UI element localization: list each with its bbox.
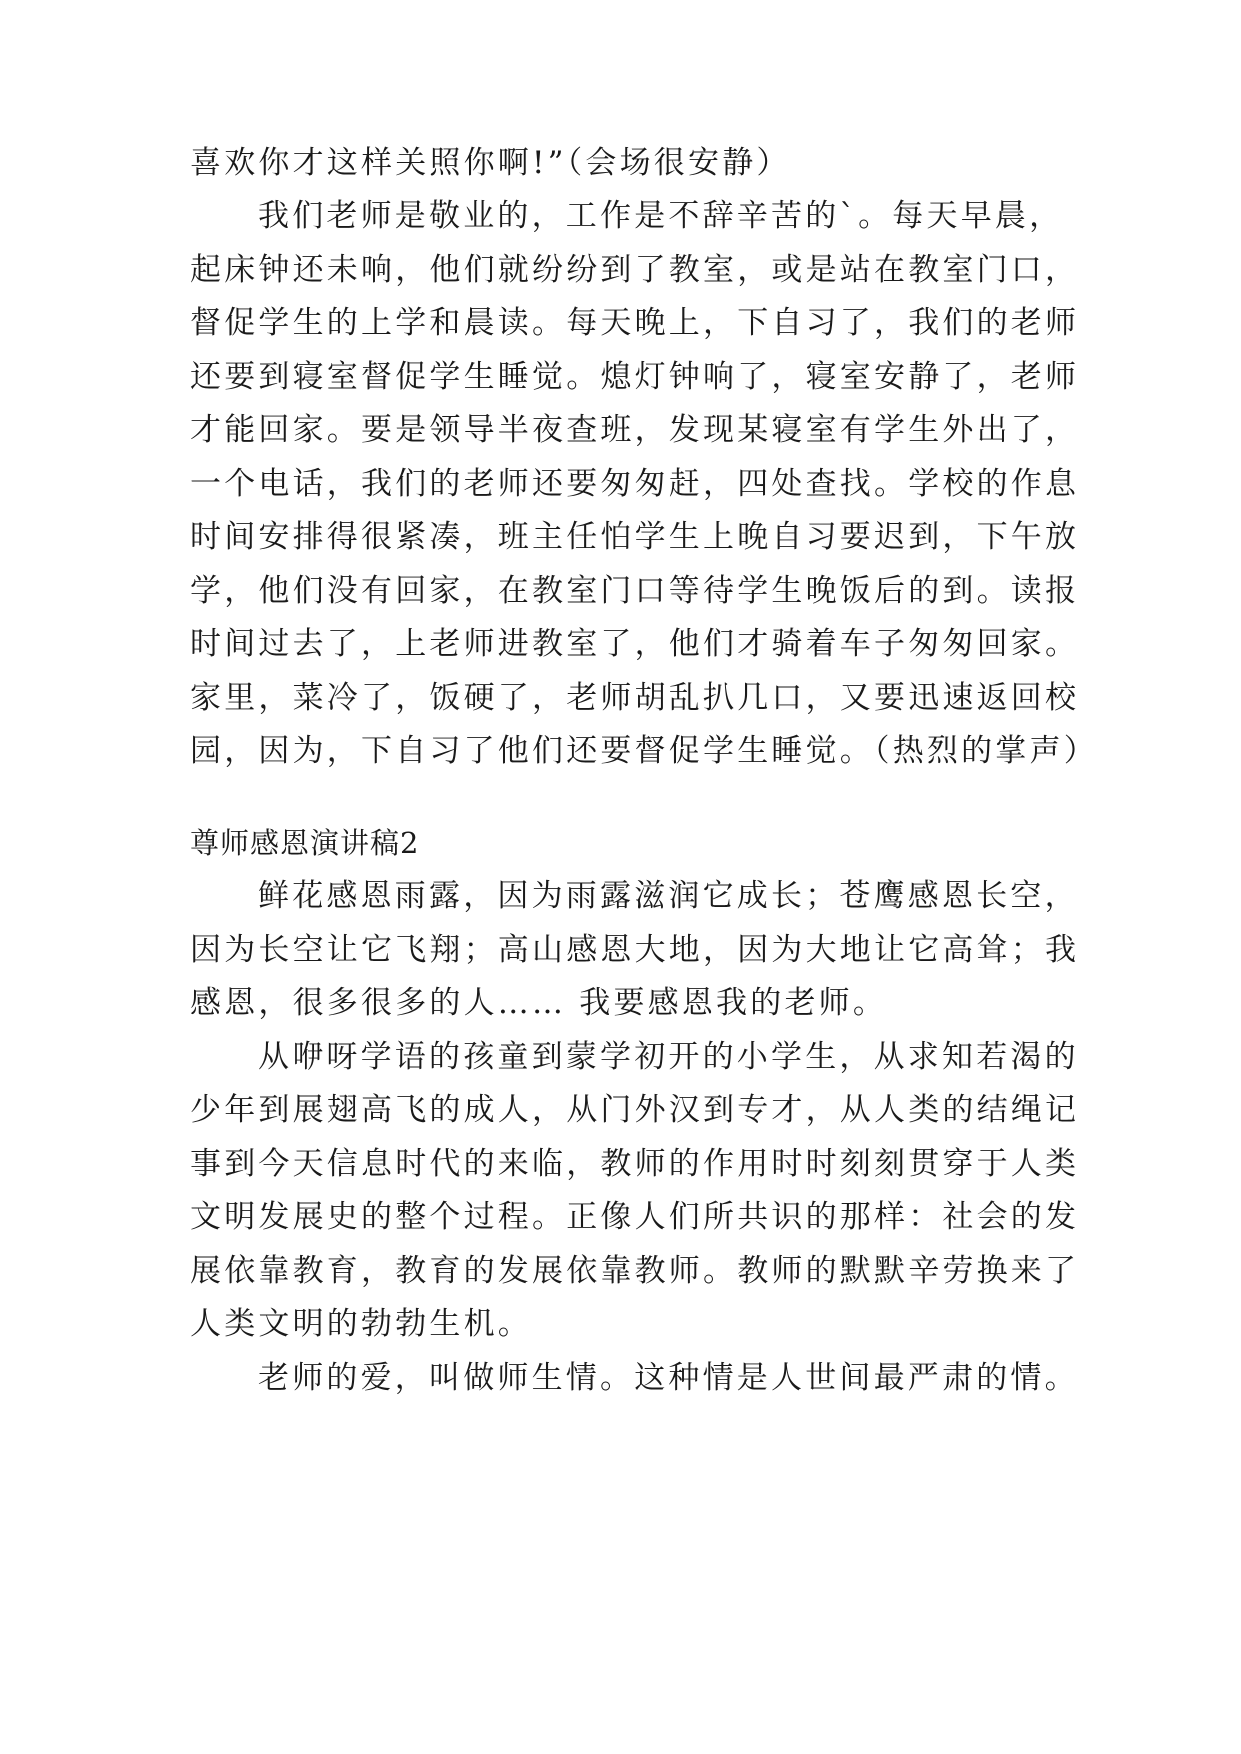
text-line: 感恩，很多很多的人…… 我要感恩我的老师。 [190,985,888,1021]
text-line: 园，因为，下自习了他们还要督促学生睡觉。（热烈的掌声） [190,733,1098,769]
text-line: 老师的爱，叫做师生情。这种情是人世间最严肃的情。 [258,1360,1079,1396]
text-line: 还要到寝室督促学生睡觉。熄灯钟响了，寝室安静了，老师 [190,359,1080,395]
text-line: 少年到展翅高飞的成人，从门外汉到专才，从人类的结绳记 [190,1092,1080,1128]
text-line: 一个电话，我们的老师还要匆匆赶，四处查找。学校的作息 [190,466,1080,502]
text-line: 从咿呀学语的孩童到蒙学初开的小学生，从求知若渴的 [258,1039,1079,1075]
text-line: 我们老师是敬业的，工作是不辞辛苦的`。每天早晨， [258,198,1064,234]
text-line: 学，他们没有回家，在教室门口等待学生晚饭后的到。读报 [190,573,1080,609]
text-line: 文明发展史的整个过程。正像人们所共识的那样：社会的发 [190,1199,1080,1235]
text-line: 喜欢你才这样关照你啊!”（会场很安静） [190,145,791,181]
text-line: 督促学生的上学和晨读。每天晚上，下自习了，我们的老师 [190,305,1080,341]
text-line: 展依靠教育，教育的发展依靠教师。教师的默默辛劳换来了 [190,1253,1080,1289]
section-heading: 尊师感恩演讲稿2 [190,826,420,860]
text-line: 时间安排得很紧凑，班主任怕学生上晚自习要迟到，下午放 [190,519,1080,555]
text-line: 因为长空让它飞翔；高山感恩大地，因为大地让它高耸；我 [190,932,1080,968]
text-line: 人类文明的勃勃生机。 [190,1306,532,1342]
text-line: 事到今天信息时代的来临，教师的作用时时刻刻贯穿于人类 [190,1146,1080,1182]
text-line: 才能回家。要是领导半夜查班，发现某寝室有学生外出了， [190,412,1080,448]
text-line: 起床钟还未响，他们就纷纷到了教室，或是站在教室门口， [190,252,1080,288]
text-line: 家里，菜冷了，饭硬了，老师胡乱扒几口，又要迅速返回校 [190,680,1080,716]
text-line: 鲜花感恩雨露，因为雨露滋润它成长；苍鹰感恩长空， [258,878,1079,914]
text-line: 时间过去了，上老师进教室了，他们才骑着车子匆匆回家。 [190,626,1080,662]
